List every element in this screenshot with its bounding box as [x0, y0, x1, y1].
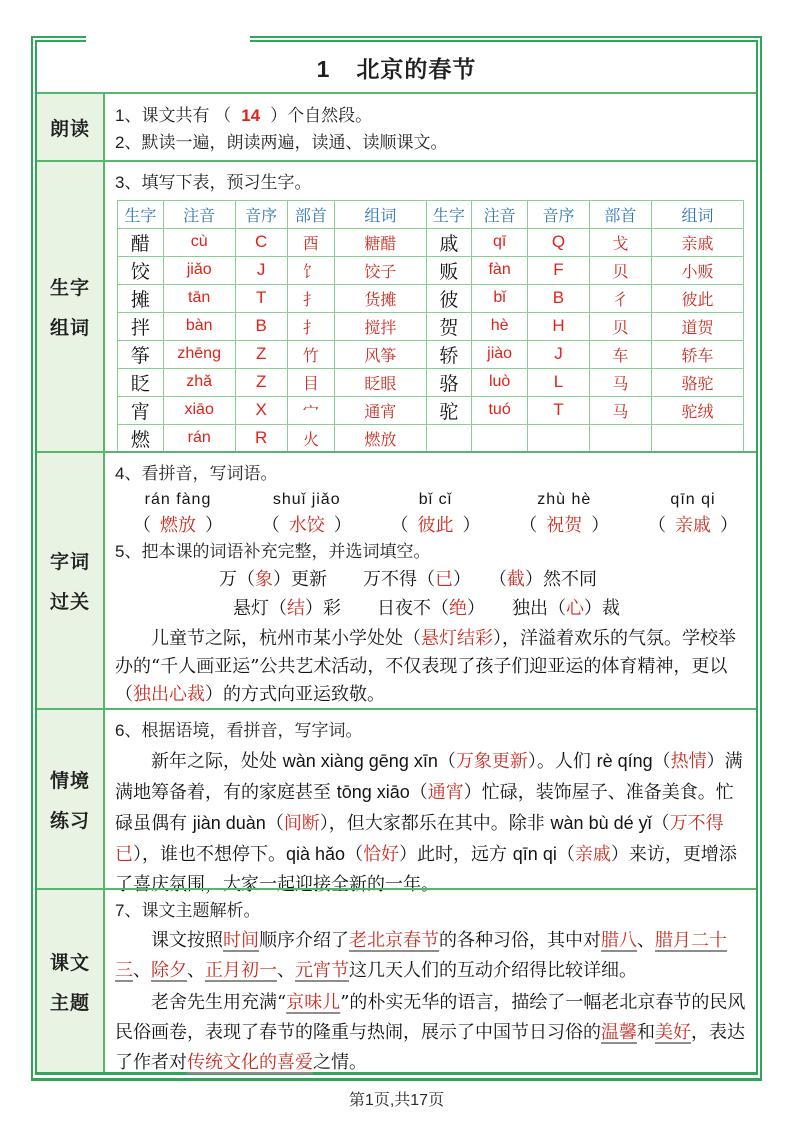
char-table-header: 部首	[589, 201, 651, 229]
pinyin-word-item	[648, 491, 738, 537]
section-label-line: 生字	[49, 278, 90, 299]
char-table-cell: B	[527, 284, 589, 312]
text-segment: ）裁	[584, 598, 620, 619]
pinyin-word-item	[133, 491, 223, 537]
pinyin-word-item	[519, 491, 609, 537]
char-table-cell: 贝	[589, 312, 651, 340]
idiom-fill-line-2	[115, 594, 746, 623]
char-table-cell: cù	[163, 228, 235, 256]
text-segment: ），但大家都乐在其中。除非	[319, 813, 551, 834]
paren-close: ）	[333, 515, 352, 536]
text-segment: 课文按照	[151, 930, 223, 951]
section-label-theme	[37, 890, 105, 1072]
char-table-cell: 目	[287, 368, 335, 396]
char-table-cell: zhǎ	[163, 368, 235, 396]
char-table-cell: 筝	[118, 340, 164, 368]
question-7-title: 7、课文主题解析。	[115, 901, 261, 920]
text-segment: 、	[133, 960, 151, 981]
text-segment: 老舍先生用充满“	[151, 992, 287, 1013]
section-label-words	[37, 453, 105, 708]
text-segment: （	[437, 751, 456, 772]
text-segment: 腊八	[601, 930, 637, 951]
text-segment: 绝	[449, 598, 467, 619]
worksheet-frame	[31, 36, 762, 1081]
char-table-cell: 醋	[118, 228, 164, 256]
char-table-cell: zhēng	[163, 340, 235, 368]
char-table-cell: jiào	[472, 340, 528, 368]
text-segment: ），洋溢着欢乐的气氛。学校举办的“千人画亚运”公共艺术活动，不仅表现了孩子们迎亚运的体育精神，更以（	[115, 628, 736, 705]
char-table-cell: 轿车	[651, 340, 743, 368]
section-label-line: 课文	[49, 952, 90, 974]
text-segment: 之情。	[313, 1052, 367, 1073]
char-table-cell: Q	[527, 228, 589, 256]
char-table-cell: fàn	[472, 256, 528, 284]
char-table-cell: 戈	[589, 228, 651, 256]
char-table-cell: 驼绒	[651, 396, 743, 424]
char-table-cell	[651, 424, 743, 452]
pinyin-label: qīn qi	[670, 491, 716, 508]
char-table-cell: hè	[472, 312, 528, 340]
char-table-row	[118, 424, 744, 452]
lesson-number: 1	[316, 55, 331, 82]
text-segment: （	[265, 813, 284, 834]
text-segment: 这几天人们的互动介绍得比较详细。	[349, 960, 637, 981]
text-segment: 截	[507, 569, 525, 590]
text-segment: 新年之际，处处	[151, 751, 283, 772]
section-context	[37, 708, 756, 895]
char-table-row	[118, 396, 744, 424]
paren-close: ）	[205, 515, 223, 536]
char-table-header: 注音	[163, 201, 235, 229]
char-table-cell: Z	[235, 340, 287, 368]
text-segment: ）此时，远方	[399, 844, 513, 865]
text-segment: ）来访，更增添了喜庆氛围，大家一起迎接全新的一年。	[115, 844, 737, 895]
section-label-line: 主题	[49, 992, 90, 1014]
answer-text: 彼此	[417, 515, 454, 536]
text-segment: 恰好	[363, 844, 400, 865]
char-table-cell: 酉	[287, 228, 335, 256]
section-words	[37, 451, 756, 708]
text-segment: ）满满地筹备着，有的家庭甚至	[115, 751, 743, 803]
section-label-line: 朗读	[49, 118, 90, 140]
text-segment: 、	[277, 960, 295, 981]
section-label-line: 练习	[49, 810, 90, 832]
page-number: 第1页,共17页	[348, 1092, 445, 1109]
frame-top-border-gap	[86, 33, 250, 46]
text-segment: （	[652, 751, 671, 772]
question-7-paragraph-2	[115, 988, 746, 1078]
page-title	[317, 51, 477, 84]
paren-open: （	[648, 515, 666, 536]
text-segment: qià hǎo	[286, 844, 346, 864]
char-table-cell: xiāo	[163, 396, 235, 424]
section-characters	[37, 160, 756, 451]
reading-item-1-answer: 14	[241, 106, 261, 125]
char-table-cell: 彼此	[651, 284, 743, 312]
char-table-cell: 马	[589, 368, 651, 396]
char-table-cell: tuó	[472, 396, 528, 424]
char-table-cell: 眨眼	[335, 368, 426, 396]
text-segment: 象	[255, 569, 273, 590]
char-table-cell: 扌	[287, 312, 335, 340]
text-segment: （	[409, 782, 428, 803]
text-segment: （	[345, 844, 364, 865]
char-table-cell: jiǎo	[163, 256, 235, 284]
paren-open: （	[133, 515, 151, 536]
answer-text: 亲戚	[675, 515, 711, 536]
char-table-cell: 小贩	[651, 256, 743, 284]
text-segment: tōng xiāo	[336, 782, 410, 802]
question-5-paragraph	[115, 625, 746, 709]
section-theme	[37, 888, 756, 1072]
char-table-cell: 拌	[118, 312, 164, 340]
text-segment: wàn bù dé yǐ	[550, 813, 652, 833]
question-5-title: 5、把本课的词语补充完整，并选词填空。	[115, 542, 431, 561]
text-segment: 京味儿	[286, 992, 341, 1013]
text-segment: 、	[187, 960, 205, 981]
char-table-cell: tān	[163, 284, 235, 312]
section-label-characters	[37, 162, 105, 451]
char-table-cell: 眨	[118, 368, 164, 396]
char-table-cell: 货摊	[335, 284, 426, 312]
reading-content	[105, 94, 756, 160]
text-segment: 正月初一	[205, 960, 277, 981]
word-answer	[648, 511, 738, 537]
char-table-cell: 扌	[287, 284, 335, 312]
char-table-cell: 糖醋	[335, 228, 426, 256]
char-table-cell: 戚	[426, 228, 472, 256]
pinyin-label: zhù hè	[537, 491, 592, 508]
char-table-cell: rán	[163, 424, 235, 452]
text-segment: 除夕	[151, 960, 187, 981]
section-label-line: 字词	[49, 552, 90, 573]
char-table-cell: 彼	[426, 284, 472, 312]
char-table-cell: X	[235, 396, 287, 424]
theme-content	[105, 890, 756, 1072]
title-row	[37, 42, 756, 92]
text-segment: ）忙碌，装饰屋子、准备美食。忙碌虽偶有	[115, 782, 734, 834]
text-segment: wàn xiàng gēng xīn	[282, 751, 438, 771]
char-table-cell: 亲戚	[651, 228, 743, 256]
char-table-head	[118, 201, 744, 229]
text-segment: 温馨	[601, 1022, 637, 1043]
char-table-header-row	[118, 201, 744, 229]
text-segment: ） （	[453, 569, 507, 590]
text-segment: qīn qi	[512, 844, 557, 864]
reading-item-2: 2、默读一遍，朗读两遍，读通、读顺课文。	[115, 133, 448, 152]
char-table-cell: B	[235, 312, 287, 340]
char-table-cell: 火	[287, 424, 335, 452]
char-table-cell: R	[235, 424, 287, 452]
text-segment: 顺序介绍了	[259, 930, 349, 951]
text-segment: ），谁也不想停下。	[133, 844, 286, 865]
char-table-row	[118, 340, 744, 368]
char-table-cell: 搅拌	[335, 312, 426, 340]
char-table-header: 生字	[426, 201, 472, 229]
text-segment: （	[556, 844, 575, 865]
question-3-title: 3、填写下表，预习生字。	[115, 173, 312, 192]
char-table-cell: H	[527, 312, 589, 340]
char-table-cell: 彳	[589, 284, 651, 312]
text-segment: 通宵	[427, 782, 464, 803]
char-table-header: 部首	[287, 201, 335, 229]
char-table-cell: 风筝	[335, 340, 426, 368]
char-table-header: 注音	[472, 201, 528, 229]
paren-open: （	[519, 515, 538, 536]
text-segment: 心	[566, 598, 584, 619]
text-segment: 和	[637, 1022, 655, 1043]
char-table-body	[118, 228, 744, 452]
answer-text: 燃放	[160, 515, 196, 536]
char-table-cell: Z	[235, 368, 287, 396]
text-segment: （	[651, 813, 670, 834]
text-segment: 万不得已	[115, 813, 724, 865]
question-6-title: 6、根据语境，看拼音，写字词。	[115, 721, 363, 740]
pinyin-label: bǐ cǐ	[418, 491, 453, 508]
char-table-cell: luò	[472, 368, 528, 396]
paren-open: （	[390, 515, 409, 536]
char-table-cell: 饺子	[335, 256, 426, 284]
pinyin-word-grid	[133, 491, 738, 537]
text-segment: 传统文化的喜爱	[187, 1052, 313, 1073]
char-table-cell: C	[235, 228, 287, 256]
text-segment: ）。人们	[527, 751, 597, 772]
char-table-cell: 车	[589, 340, 651, 368]
char-table-header: 组词	[335, 201, 426, 229]
char-table-row	[118, 228, 744, 256]
text-segment: ） 独出（	[467, 598, 566, 619]
char-table-cell	[589, 424, 651, 452]
char-table-cell	[472, 424, 528, 452]
pinyin-label: shuǐ jiǎo	[272, 491, 341, 508]
question-6-paragraph	[115, 746, 746, 900]
word-answer	[133, 511, 223, 537]
paren-close: ）	[462, 515, 481, 536]
text-segment: 的各种习俗，其中对	[439, 930, 601, 951]
text-segment: 儿童节之际，杭州市某小学处处（	[151, 628, 421, 649]
char-table-cell	[527, 424, 589, 452]
paren-close: ）	[720, 515, 738, 536]
char-table-cell: bàn	[163, 312, 235, 340]
char-table-cell: 宵	[118, 396, 164, 424]
char-table-cell: 宀	[287, 396, 335, 424]
text-segment: ）更新 万不得（	[273, 569, 435, 590]
text-segment: ，表达了作者对	[115, 1022, 745, 1073]
reading-item-1-prefix: 1、课文共有 （	[115, 106, 232, 125]
section-label-line: 过关	[49, 592, 90, 613]
text-segment: ）彩 日夜不（	[305, 598, 449, 619]
char-table-cell: 轿	[426, 340, 472, 368]
char-table-cell: 饣	[287, 256, 335, 284]
char-table-cell: 竹	[287, 340, 335, 368]
char-table-cell: 饺	[118, 256, 164, 284]
idiom-fill-line-1	[115, 565, 746, 594]
paren-open: （	[261, 515, 280, 536]
pinyin-word-item	[262, 491, 352, 537]
char-table-header: 音序	[235, 201, 287, 229]
text-segment: 万（	[219, 569, 255, 590]
char-table-cell: 贝	[589, 256, 651, 284]
char-table-row	[118, 368, 744, 396]
pinyin-word-item	[391, 491, 481, 537]
answer-text: 祝贺	[546, 515, 583, 536]
text-segment: 元宵节	[295, 960, 349, 981]
text-segment: 万象更新	[455, 751, 528, 772]
char-table	[117, 200, 744, 453]
char-table-cell: 骆	[426, 368, 472, 396]
word-answer	[391, 511, 481, 537]
section-label-line: 组词	[49, 318, 90, 339]
char-table-cell: T	[235, 284, 287, 312]
pinyin-label: rán fàng	[144, 491, 212, 508]
char-table-cell: 贺	[426, 312, 472, 340]
char-table-header: 音序	[527, 201, 589, 229]
char-table-cell: 道贺	[651, 312, 743, 340]
text-segment: 已	[435, 569, 453, 590]
text-segment: 悬灯结彩	[421, 628, 493, 649]
char-table-cell: J	[527, 340, 589, 368]
paren-close: ）	[591, 515, 610, 536]
char-table-cell: T	[527, 396, 589, 424]
word-answer	[262, 511, 352, 537]
text-segment: 悬灯（	[233, 598, 287, 619]
words-content	[105, 453, 756, 708]
char-table-cell: 驼	[426, 396, 472, 424]
section-label-reading	[37, 94, 105, 160]
section-reading	[37, 92, 756, 160]
char-table-header: 组词	[651, 201, 743, 229]
text-segment: ”的朴实无华的语言，描绘了一幅老北京春节的民风民俗画卷，表现了春节的隆重与热闹，展示了中国节日习俗的	[115, 992, 746, 1043]
answer-text: 水饺	[288, 515, 325, 536]
text-segment: ）的方式向亚运致敬。	[205, 684, 385, 705]
reading-item-1-suffix: ）个自然段。	[270, 106, 373, 125]
text-segment: 结	[287, 598, 305, 619]
char-table-row	[118, 256, 744, 284]
context-content	[105, 710, 756, 895]
char-table-header: 生字	[118, 201, 164, 229]
char-table-cell: 燃放	[335, 424, 426, 452]
text-segment: 间断	[283, 813, 320, 834]
word-answer	[519, 511, 609, 537]
char-table-cell: 骆驼	[651, 368, 743, 396]
text-segment: ）然不同	[525, 569, 597, 590]
char-table-cell: 马	[589, 396, 651, 424]
char-table-cell: F	[527, 256, 589, 284]
section-label-line: 情境	[49, 770, 90, 792]
char-table-row	[118, 312, 744, 340]
reading-item-1	[115, 102, 746, 129]
char-table-cell: 燃	[118, 424, 164, 452]
lesson-title-text: 北京的春节	[356, 55, 477, 82]
char-table-row	[118, 284, 744, 312]
char-table-cell	[426, 424, 472, 452]
text-segment: jiàn duàn	[192, 813, 266, 833]
question-4-title: 4、看拼音，写词语。	[115, 464, 278, 483]
text-segment: 时间	[223, 930, 259, 951]
question-7-paragraph-1	[115, 926, 746, 986]
text-segment: 亲戚	[574, 844, 611, 865]
text-segment: rè qíng	[596, 751, 653, 771]
text-segment: 腊月二十三	[115, 930, 727, 981]
section-label-context	[37, 710, 105, 888]
char-table-cell: bǐ	[472, 284, 528, 312]
char-table-cell: J	[235, 256, 287, 284]
text-segment: 独出心裁	[133, 684, 205, 705]
char-table-cell: 贩	[426, 256, 472, 284]
characters-content	[105, 162, 756, 451]
text-segment: 老北京春节	[349, 930, 439, 951]
char-table-cell: 摊	[118, 284, 164, 312]
char-table-cell: 通宵	[335, 396, 426, 424]
char-table-cell: qī	[472, 228, 528, 256]
text-segment: 热情	[670, 751, 707, 772]
text-segment: 美好	[655, 1022, 691, 1043]
char-table-cell: L	[527, 368, 589, 396]
text-segment: 、	[637, 930, 655, 951]
